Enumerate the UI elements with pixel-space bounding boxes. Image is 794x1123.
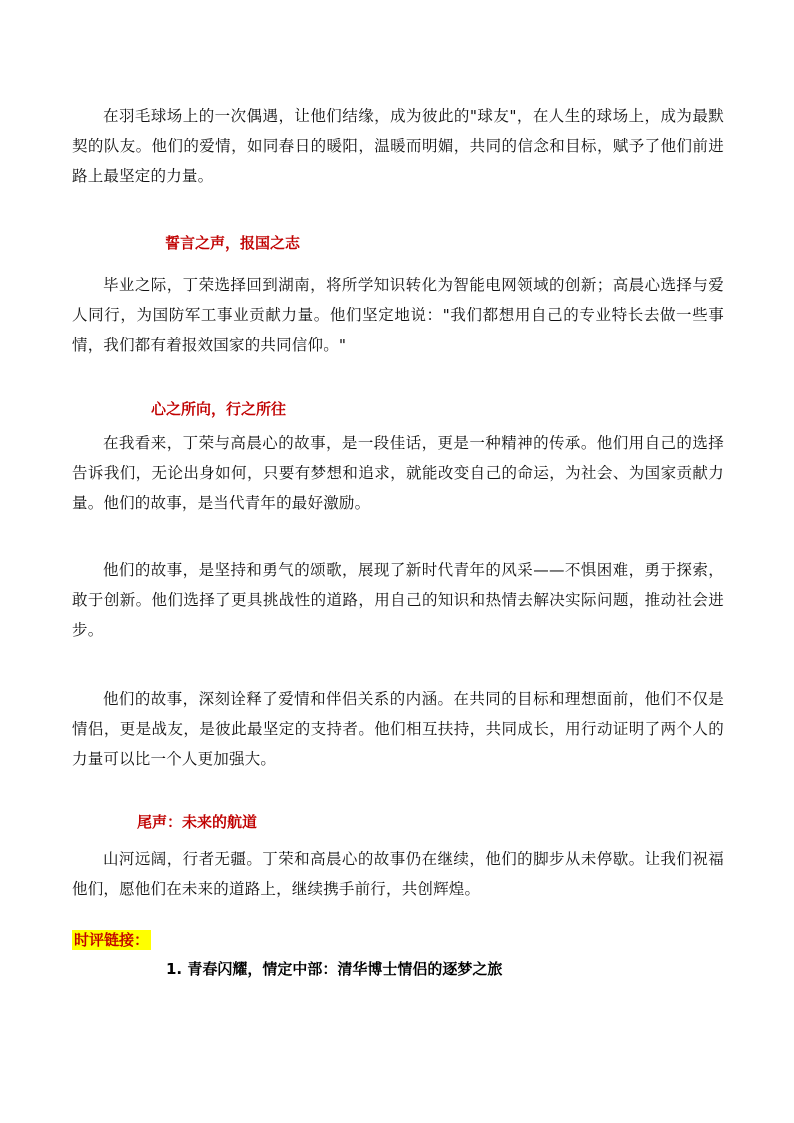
review-links-label: 时评链接： bbox=[74, 931, 150, 949]
section-heading-oath: 誓言之声，报国之志 bbox=[165, 234, 301, 252]
paragraph-partnership: 他们的故事，深刻诠释了爱情和伴侣关系的内涵。在共同的目标和理想面前，他们不仅是情侣，更是战友，是彼此最坚定的支持者。他们相互扶持，共同成长，用行动证明了两个人的力量可以比一个人更加强大。 bbox=[72, 690, 724, 768]
review-link-item-1[interactable]: 1. 青春闪耀，情定中部：清华博士情侣的逐梦之旅 bbox=[166, 960, 503, 978]
section-heading-epilogue: 尾声：未来的航道 bbox=[137, 813, 258, 831]
paragraph-graduation-choice: 毕业之际，丁荣选择回到湖南，将所学知识转化为智能电网领域的创新；高晨心选择与爱人同行，为国防军工事业贡献力量。他们坚定地说："我们都想用自己的专业特长去做一些事情，我们都有着报效国家的共同信仰。" bbox=[72, 276, 724, 354]
paragraph-badminton-encounter: 在羽毛球场上的一次偶遇，让他们结缘，成为彼此的"球友"，在人生的球场上，成为最默契的队友。他们的爱情，如同春日的暖阳，温暖而明媚，共同的信念和目标，赋予了他们前进路上最坚定的力量。 bbox=[72, 107, 724, 185]
paragraph-my-view: 在我看来，丁荣与高晨心的故事，是一段佳话，更是一种精神的传承。他们用自己的选择告诉我们，无论出身如何，只要有梦想和追求，就能改变自己的命运，为社会、为国家贡献力量。他们的故事，是当代青年的最好激励。 bbox=[72, 434, 724, 512]
paragraph-blessing: 山河远阔，行者无疆。丁荣和高晨心的故事仍在继续，他们的脚步从未停歇。让我们祝福他们，愿他们在未来的道路上，继续携手前行，共创辉煌。 bbox=[72, 850, 724, 898]
paragraph-courage: 他们的故事，是坚持和勇气的颂歌，展现了新时代青年的风采——不惧困难，勇于探索，敢于创新。他们选择了更具挑战性的道路，用自己的知识和热情去解决实际问题，推动社会进步。 bbox=[72, 561, 724, 639]
section-heading-heart: 心之所向，行之所往 bbox=[151, 400, 287, 418]
